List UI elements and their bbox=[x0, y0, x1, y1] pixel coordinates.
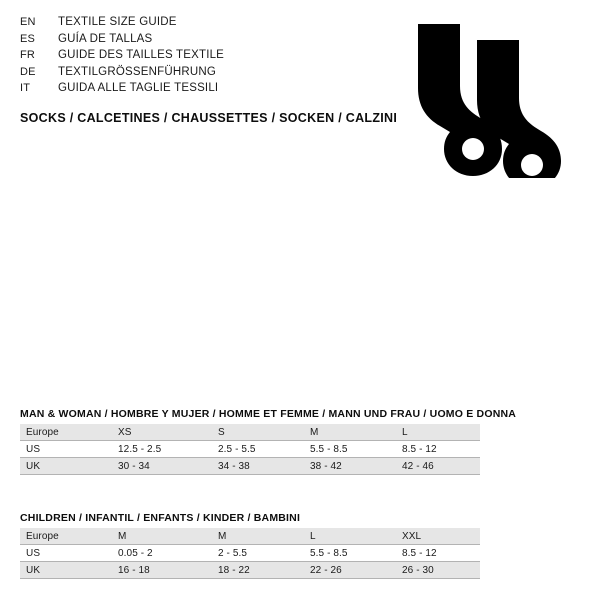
language-row bbox=[20, 47, 420, 64]
language-code: FR bbox=[20, 49, 36, 62]
language-row bbox=[20, 31, 420, 48]
header bbox=[20, 14, 420, 125]
page-title: SOCKS / CALCETINES / CHAUSSETTES / SOCKEN / CALZINI bbox=[20, 111, 398, 126]
cell: L bbox=[304, 528, 396, 545]
cell: 8.5 - 12 bbox=[396, 441, 480, 458]
language-row bbox=[20, 80, 420, 97]
cell: M bbox=[112, 528, 212, 545]
language-row bbox=[20, 64, 420, 81]
cell: 26 - 30 bbox=[396, 562, 480, 579]
cell: 8.5 - 12 bbox=[396, 545, 480, 562]
table-row bbox=[20, 424, 480, 441]
language-label: GUÍA DE TALLAS bbox=[58, 32, 153, 45]
table-caption: CHILDREN / INFANTIL / ENFANTS / KINDER / BAMBINI bbox=[20, 512, 301, 524]
table-row bbox=[20, 545, 480, 562]
cell: 38 - 42 bbox=[304, 458, 396, 475]
language-code: DE bbox=[20, 65, 36, 78]
language-code: ES bbox=[20, 32, 36, 45]
cell: L bbox=[396, 424, 480, 441]
row-label: UK bbox=[20, 562, 112, 579]
row-label: US bbox=[20, 441, 112, 458]
cell: M bbox=[212, 528, 304, 545]
cell: 34 - 38 bbox=[212, 458, 304, 475]
cell: 30 - 34 bbox=[112, 458, 212, 475]
language-label: TEXTILE SIZE GUIDE bbox=[58, 16, 177, 28]
language-label: TEXTILGRÖSSENFÜHRUNG bbox=[58, 65, 216, 78]
children-size-block bbox=[20, 512, 580, 579]
language-code: EN bbox=[20, 16, 36, 28]
cell: 2 - 5.5 bbox=[212, 545, 304, 562]
cell: 0.05 - 2 bbox=[112, 545, 212, 562]
cell: 5.5 - 8.5 bbox=[304, 545, 396, 562]
socks-pair-icon bbox=[400, 18, 580, 178]
table-caption: MAN & WOMAN / HOMBRE Y MUJER / HOMME ET FEMME / MANN UND FRAU / UOMO E DONNA bbox=[20, 408, 517, 420]
language-row bbox=[20, 14, 420, 31]
man-woman-size-table bbox=[20, 424, 480, 475]
row-label: Europe bbox=[20, 528, 112, 545]
man-woman-size-block bbox=[20, 408, 580, 475]
children-size-table bbox=[20, 528, 480, 579]
table-row bbox=[20, 458, 480, 475]
cell: XXL bbox=[396, 528, 480, 545]
cell: 18 - 22 bbox=[212, 562, 304, 579]
cell: XS bbox=[112, 424, 212, 441]
language-code: IT bbox=[20, 82, 31, 95]
language-label: GUIDE DES TAILLES TEXTILE bbox=[58, 49, 225, 62]
row-label: US bbox=[20, 545, 112, 562]
cell: 22 - 26 bbox=[304, 562, 396, 579]
cell: 12.5 - 2.5 bbox=[112, 441, 212, 458]
cell: M bbox=[304, 424, 396, 441]
table-row bbox=[20, 528, 480, 545]
row-label: UK bbox=[20, 458, 112, 475]
cell: 2.5 - 5.5 bbox=[212, 441, 304, 458]
row-label: Europe bbox=[20, 424, 112, 441]
table-row bbox=[20, 441, 480, 458]
cell: 5.5 - 8.5 bbox=[304, 441, 396, 458]
cell: 16 - 18 bbox=[112, 562, 212, 579]
language-label: GUIDA ALLE TAGLIE TESSILI bbox=[58, 82, 219, 95]
cell: 42 - 46 bbox=[396, 458, 480, 475]
table-row bbox=[20, 562, 480, 579]
cell: S bbox=[212, 424, 304, 441]
